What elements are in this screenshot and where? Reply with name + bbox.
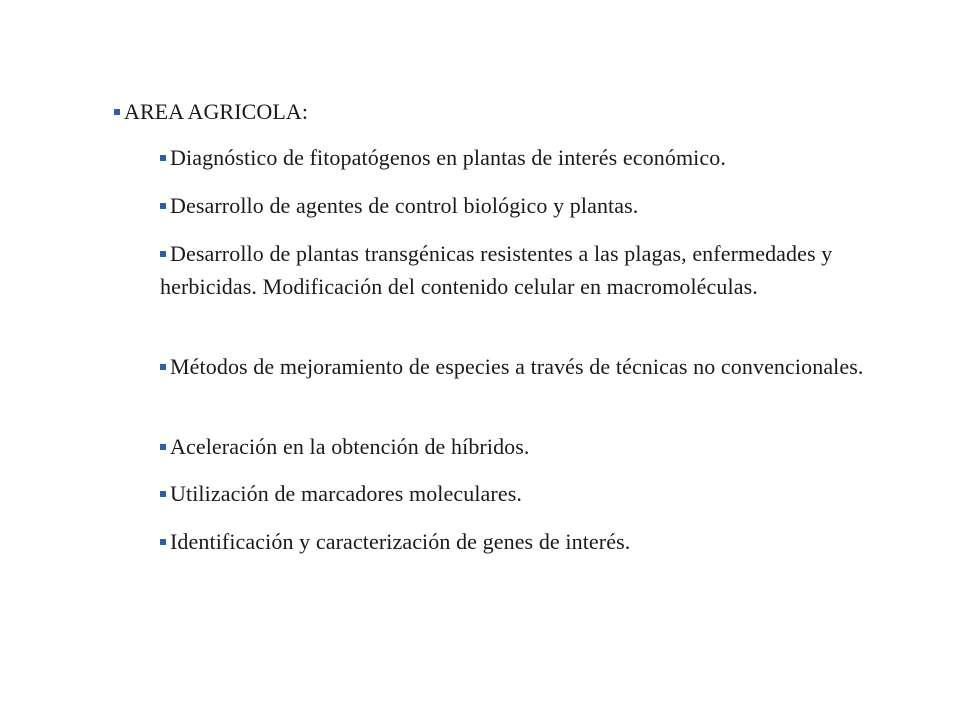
square-bullet-icon [160,539,166,545]
section-heading [114,95,894,128]
square-bullet-icon [160,444,166,450]
list-item-text: Diagnóstico de fitopatógenos en plantas de interés económico. [170,145,726,170]
list-item [160,141,880,174]
list-item [160,350,880,383]
list-item-text: Aceleración en la obtención de híbridos. [170,434,530,459]
square-bullet-icon [160,155,166,161]
list-item [160,477,880,510]
list-item-text: Desarrollo de agentes de control biológico y plantas. [170,193,639,218]
list-item [160,430,880,463]
square-bullet-icon [114,109,120,115]
square-bullet-icon [160,364,166,370]
square-bullet-icon [160,203,166,209]
section-heading-text: AREA AGRICOLA: [124,99,309,124]
list-item [160,237,880,303]
square-bullet-icon [160,251,166,257]
list-item-text: Identificación y caracterización de genes de interés. [170,529,631,554]
square-bullet-icon [160,491,166,497]
list-item-text: Utilización de marcadores moleculares. [170,481,522,506]
list-item [160,189,880,222]
list-item [160,525,880,558]
list-item-text: Desarrollo de plantas transgénicas resistentes a las plagas, enfermedades y herbicidas. Modificación del contenido celular en macromoléculas. [160,241,833,299]
list-item-text: Métodos de mejoramiento de especies a través de técnicas no convencionales. [170,354,864,379]
